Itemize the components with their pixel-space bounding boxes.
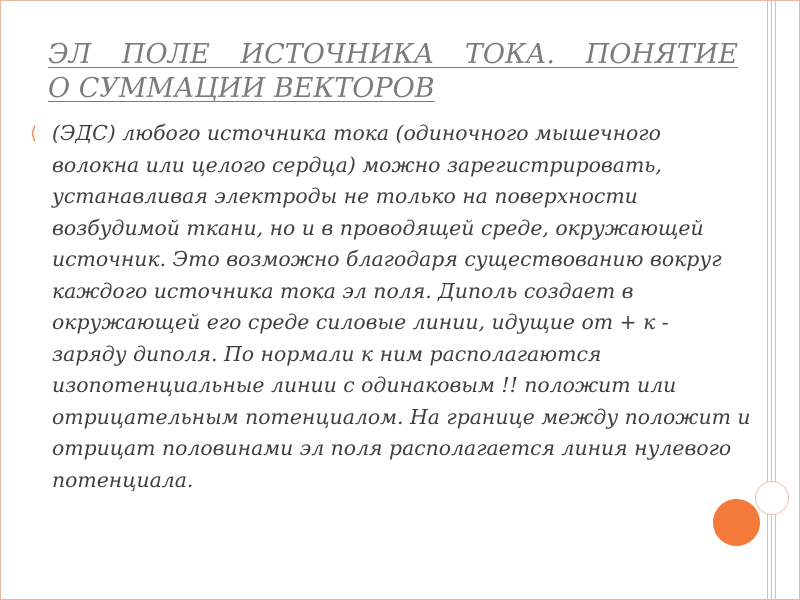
slide-title-line-2: О СУММАЦИИ ВЕКТОРОВ — [48, 73, 435, 104]
body-paragraph: (ЭДС) любого источника тока (одиночного мышечного волокна или целого сердца) можно зарегистрировать, устанавливая электроды не только на поверхности возбудимой ткани, но и в проводящей среде, окружающей источник. Это возможно благодаря существованию вокруг каждого источника тока эл поля. Диполь создает в окружающей его среде силовые линии, идущие от + к - заряду диполя. По нормали к ним располагаются изопотенциальные линии с одинаковым !! положит или отрицательным потенциалом. На границе между положит и отрицат половинами эл поля располагается линия нулевого потенциала. — [52, 121, 751, 492]
bullet-item — [30, 118, 760, 496]
decorative-circle-outline — [755, 481, 789, 515]
slide-title-line-1: ЭЛ ПОЛЕ ИСТОЧНИКА ТОКА. ПОНЯТИЕ — [48, 39, 738, 70]
bullet-icon: ⟨ — [30, 123, 38, 144]
decorative-circle-filled — [713, 499, 760, 546]
slide-title — [48, 38, 738, 106]
